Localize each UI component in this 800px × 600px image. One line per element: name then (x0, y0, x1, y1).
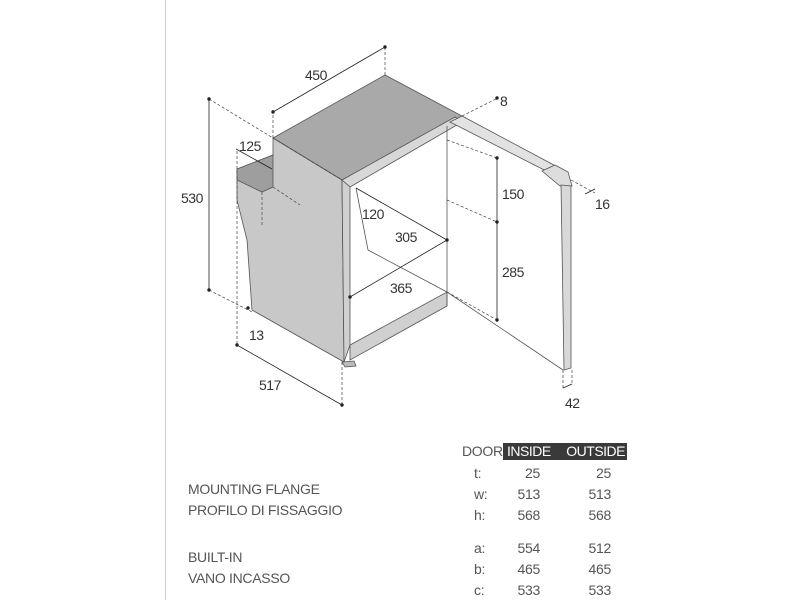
dim-120: 120 (362, 206, 384, 222)
table-header-inside: INSIDE (507, 443, 551, 459)
built-in-label-it: VANO INCASSO (188, 570, 290, 586)
dim-530: 530 (181, 190, 203, 206)
dim-365: 365 (390, 280, 412, 296)
outside-value: 25 (596, 465, 611, 481)
table-header-outside: OUTSIDE (566, 443, 625, 459)
dim-8: 8 (500, 93, 508, 109)
table-header-bar (503, 443, 627, 460)
mounting-flange-label: MOUNTING FLANGE (188, 481, 320, 497)
dim-13: 13 (249, 327, 264, 343)
dim-305: 305 (395, 229, 417, 245)
mounting-flange-label-it: PROFILO DI FISSAGGIO (188, 502, 343, 518)
dim-42: 42 (565, 395, 580, 411)
inside-value: 533 (517, 582, 540, 598)
outside-value: 513 (588, 486, 611, 502)
outside-value: 568 (588, 507, 611, 523)
row-label: t: (474, 465, 482, 481)
dim-16: 16 (595, 196, 610, 212)
row-label: b: (474, 561, 486, 577)
outside-value: 465 (588, 561, 611, 577)
dim-125: 125 (239, 138, 261, 154)
row-label: a: (474, 540, 486, 556)
inside-value: 465 (517, 561, 540, 577)
inside-value: 25 (525, 465, 540, 481)
inside-value: 568 (517, 507, 540, 523)
door-edge (561, 185, 571, 370)
built-in-label: BUILT-IN (188, 549, 243, 565)
dim-450: 450 (305, 67, 327, 83)
inside-value: 513 (517, 486, 540, 502)
outside-value: 512 (588, 540, 611, 556)
outside-value: 533 (588, 582, 611, 598)
row-label: c: (474, 582, 485, 598)
row-label: w: (474, 486, 488, 502)
base-foot (342, 361, 356, 367)
row-label: h: (474, 507, 486, 523)
dim-285: 285 (502, 264, 524, 280)
dim-150: 150 (502, 186, 524, 202)
dim-517: 517 (259, 377, 281, 393)
table-header-door: DOOR (462, 443, 503, 459)
inside-value: 554 (517, 540, 540, 556)
